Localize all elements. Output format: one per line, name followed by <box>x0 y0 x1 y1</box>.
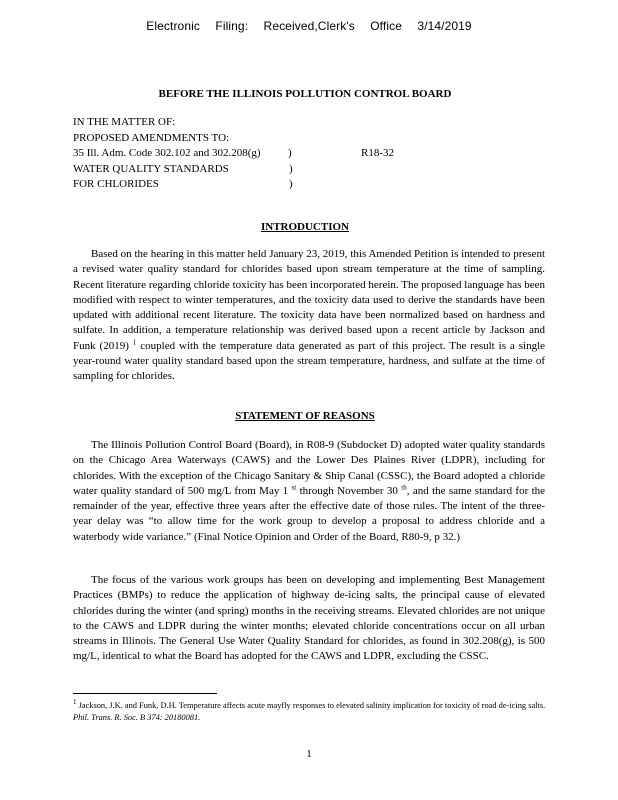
filing-label-electronic: Electronic <box>146 19 200 33</box>
statement-heading: STATEMENT OF REASONS <box>235 410 375 422</box>
footnote: $^1$ Jackson, J.K. and Funk, D.H. Temperature affects acute mayfly responses to elevated salinity implication for toxicity of road de-icing salts. Phil. Trans. R. Soc. B 374: 20180081. <box>73 698 546 722</box>
footnote-citation: Phil. Trans. R. Soc. B 374: 20180081. <box>73 713 201 722</box>
filing-date: 3/14/2019 <box>417 19 472 33</box>
caption-line: PROPOSED AMENDMENTS TO: <box>73 131 230 144</box>
caption-line: WATER QUALITY STANDARDS ) <box>73 162 293 175</box>
page-number: 1 <box>306 748 312 760</box>
footnote-number: 1 <box>73 698 77 707</box>
introduction-heading: INTRODUCTION <box>260 221 349 233</box>
filing-label-office: Office <box>370 19 402 33</box>
caption-line: FOR CHLORIDES ) <box>73 178 293 190</box>
statement-paragraph-1: The Illinois Pollution Control Board (Board), in R08-9 (Subdocket D) adopted water quality standards on the Chicago Area Waterways (CAWS) and the Lower Des Plaines River (LDPR), including for chlorides. With the exception of the Chicago Sanitary & Ship Canal (CSSC), the Board adopted a chloride water quality standard of 500 mg/L from May 1 $^{st}$ through November 30 $^{th}$, and the same standard for the remainder of the year, effective three years after the effective date of those rules. The intent of the three-year delay was “to allow time for the work group to develop a proposal to address chloride and a waterbody wide variance.” (Final Notice Opinion and Order of the Board, R80-9, p 32.) <box>73 439 546 543</box>
document-title: BEFORE THE ILLINOIS POLLUTION CONTROL BOARD <box>158 88 452 100</box>
filing-label-filing: Filing: <box>215 19 249 33</box>
footnote-reference: 1 <box>132 338 137 347</box>
statement-paragraph-2: The focus of the various work groups has been on developing and implementing Best Management Practices (BMPs) to reduce the application of highway de-icing salts, the principal cause of elevated chlorides during the winter (and spring) months in the receiving streams. Elevated chlorides are not unique to the CAWS and LDPR during the winter months; elevated chloride concentrations occur on all urban streams in Illinois. The General Use Water Quality Standard for chlorides, as found in 302.208(g), is 500 mg/L, identical to what the Board has adopted for the CAWS and LDPR, excluding the CSSC. <box>73 574 545 663</box>
footnote-divider <box>73 693 217 694</box>
docket-number: R18-32 <box>361 147 394 159</box>
filing-stamp-header <box>0 19 618 33</box>
case-caption <box>73 115 394 193</box>
introduction-paragraph: Based on the hearing in this matter held January 23, 2019, this Amended Petition is intended to present a revised water quality standard for chlorides based upon stream temperature at the time of sampling. Recent literature regarding chloride toxicity has been incorporated herein. The proposed language has been modified with respect to winter temperatures, and the toxicity data used to derive the standards have been updated with additional recent literature. The toxicity data have been normalized based on hardness and sulfate. In addition, a temperature relationship was derived based upon a recent article by Jackson and Funk (2019) $^1$ coupled with the temperature data generated as part of this project. The result is a single year-round water quality standard based upon the stream temperature, hardness, and sulfate at the time of sampling for chlorides. <box>73 248 546 383</box>
filing-label-received: Received,Clerk's <box>263 19 355 33</box>
caption-line: IN THE MATTER OF: <box>73 116 176 128</box>
caption-line: 35 Ill. Adm. Code 302.102 and 302.208(g) ) R18-32 <box>73 146 261 162</box>
